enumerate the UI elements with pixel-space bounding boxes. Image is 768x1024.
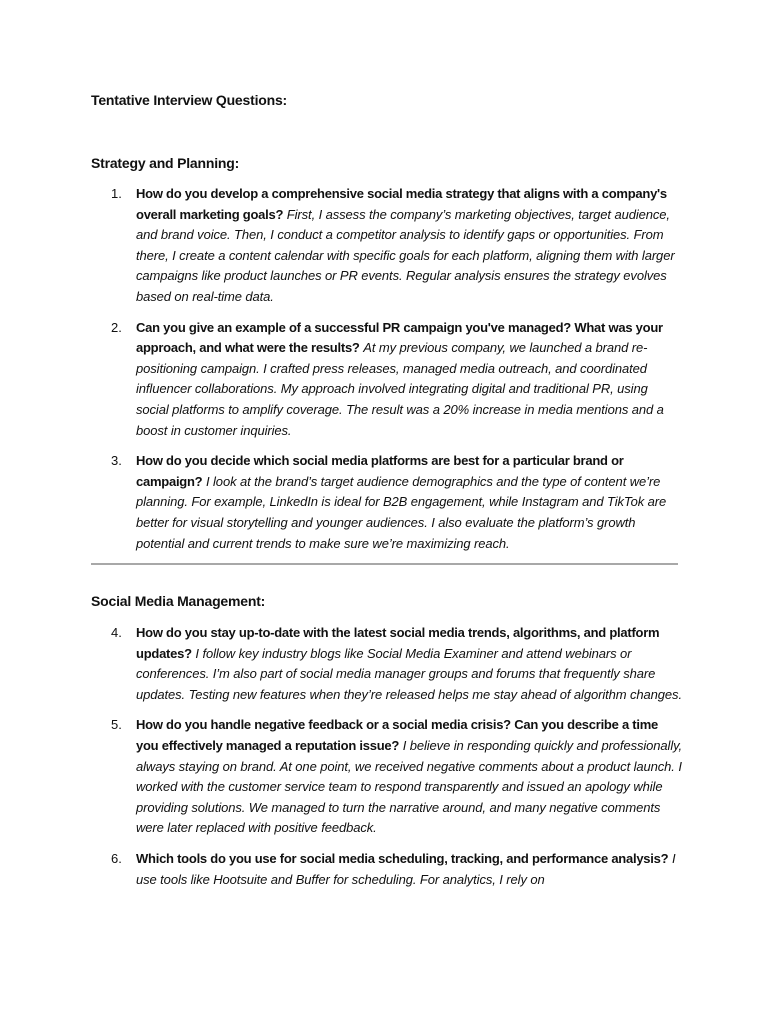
answer-text: I follow key industry blogs like Social Media Examiner and attend webinars or conferences. I’m also part of social media manager groups and forums that frequently share updates. Testing new features when they’re released helps me stay ahead of algorithm changes.	[136, 645, 682, 702]
question-item-1	[91, 184, 683, 308]
answer-text: I believe in responding quickly and professionally, always staying on brand. At one point, we received negative comments about a product launch. I worked with the customer service team to respond transparently and issued an apology while providing solutions. We managed to turn the narrative around, and many negative comments were later replaced with positive feedback.	[136, 737, 683, 836]
question-number: 2.	[111, 319, 122, 335]
section-heading-strategy: Strategy and Planning:	[91, 155, 240, 171]
question-number: 4.	[111, 625, 122, 640]
answer-text: First, I assess the company’s marketing objectives, target audience, and brand voice. Then, I conduct a competitor analysis to identify gaps or opportunities. From there, I create a content calendar with specific goals for each platform, aligning them with larger campaigns like product launches or PR events. Regular analysis ensures the strategy evolves based on real-time data.	[136, 206, 675, 304]
question-number: 3.	[111, 453, 122, 469]
question-item-3	[91, 451, 683, 554]
answer-text: I look at the brand’s target audience demographics and the type of content we’re planning. For example, LinkedIn is ideal for B2B engagement, while Instagram and TikTok are better for visual storytelling and younger audiences. I also evaluate the platform’s growth potential and current trends to make sure we’re maximizing reach.	[136, 473, 667, 551]
question-text: How do you stay up-to-date with the latest social media trends, algorithms, and platform updates?	[136, 625, 660, 661]
question-list-social-media	[91, 623, 683, 900]
question-item-6	[91, 849, 683, 890]
question-text: How do you decide which social media platforms are best for a particular brand or campaign?	[136, 453, 624, 489]
question-item-5	[91, 715, 683, 839]
question-text: How do you develop a comprehensive social media strategy that aligns with a company's overall marketing goals?	[136, 186, 667, 222]
document-title: Tentative Interview Questions:	[91, 92, 288, 108]
question-text: Which tools do you use for social media scheduling, tracking, and performance analysis?	[136, 850, 669, 866]
question-number: 6.	[111, 850, 122, 866]
question-list-strategy	[91, 184, 683, 564]
question-number: 1.	[111, 186, 122, 201]
question-item-2	[91, 318, 683, 442]
question-text: Can you give an example of a successful PR campaign you've managed? What was your approach, and what were the results?	[136, 319, 663, 356]
question-number: 5.	[111, 717, 122, 733]
section-heading-social-media: Social Media Management:	[91, 593, 266, 609]
question-item-4	[91, 623, 683, 705]
question-text: How do you handle negative feedback or a social media crisis? Can you describe a time you effectively managed a reputation issue?	[136, 717, 659, 753]
section-divider	[91, 563, 678, 565]
answer-text: I use tools like Hootsuite and Buffer for scheduling. For analytics, I rely on	[136, 850, 676, 887]
answer-text: At my previous company, we launched a brand re-positioning campaign. I crafted press releases, managed media outreach, and coordinated influencer collaborations. My approach involved integrating digital and traditional PR, using social platforms to amplify coverage. The result was a 20% increase in media mentions and a boost in customer inquiries.	[136, 340, 664, 438]
